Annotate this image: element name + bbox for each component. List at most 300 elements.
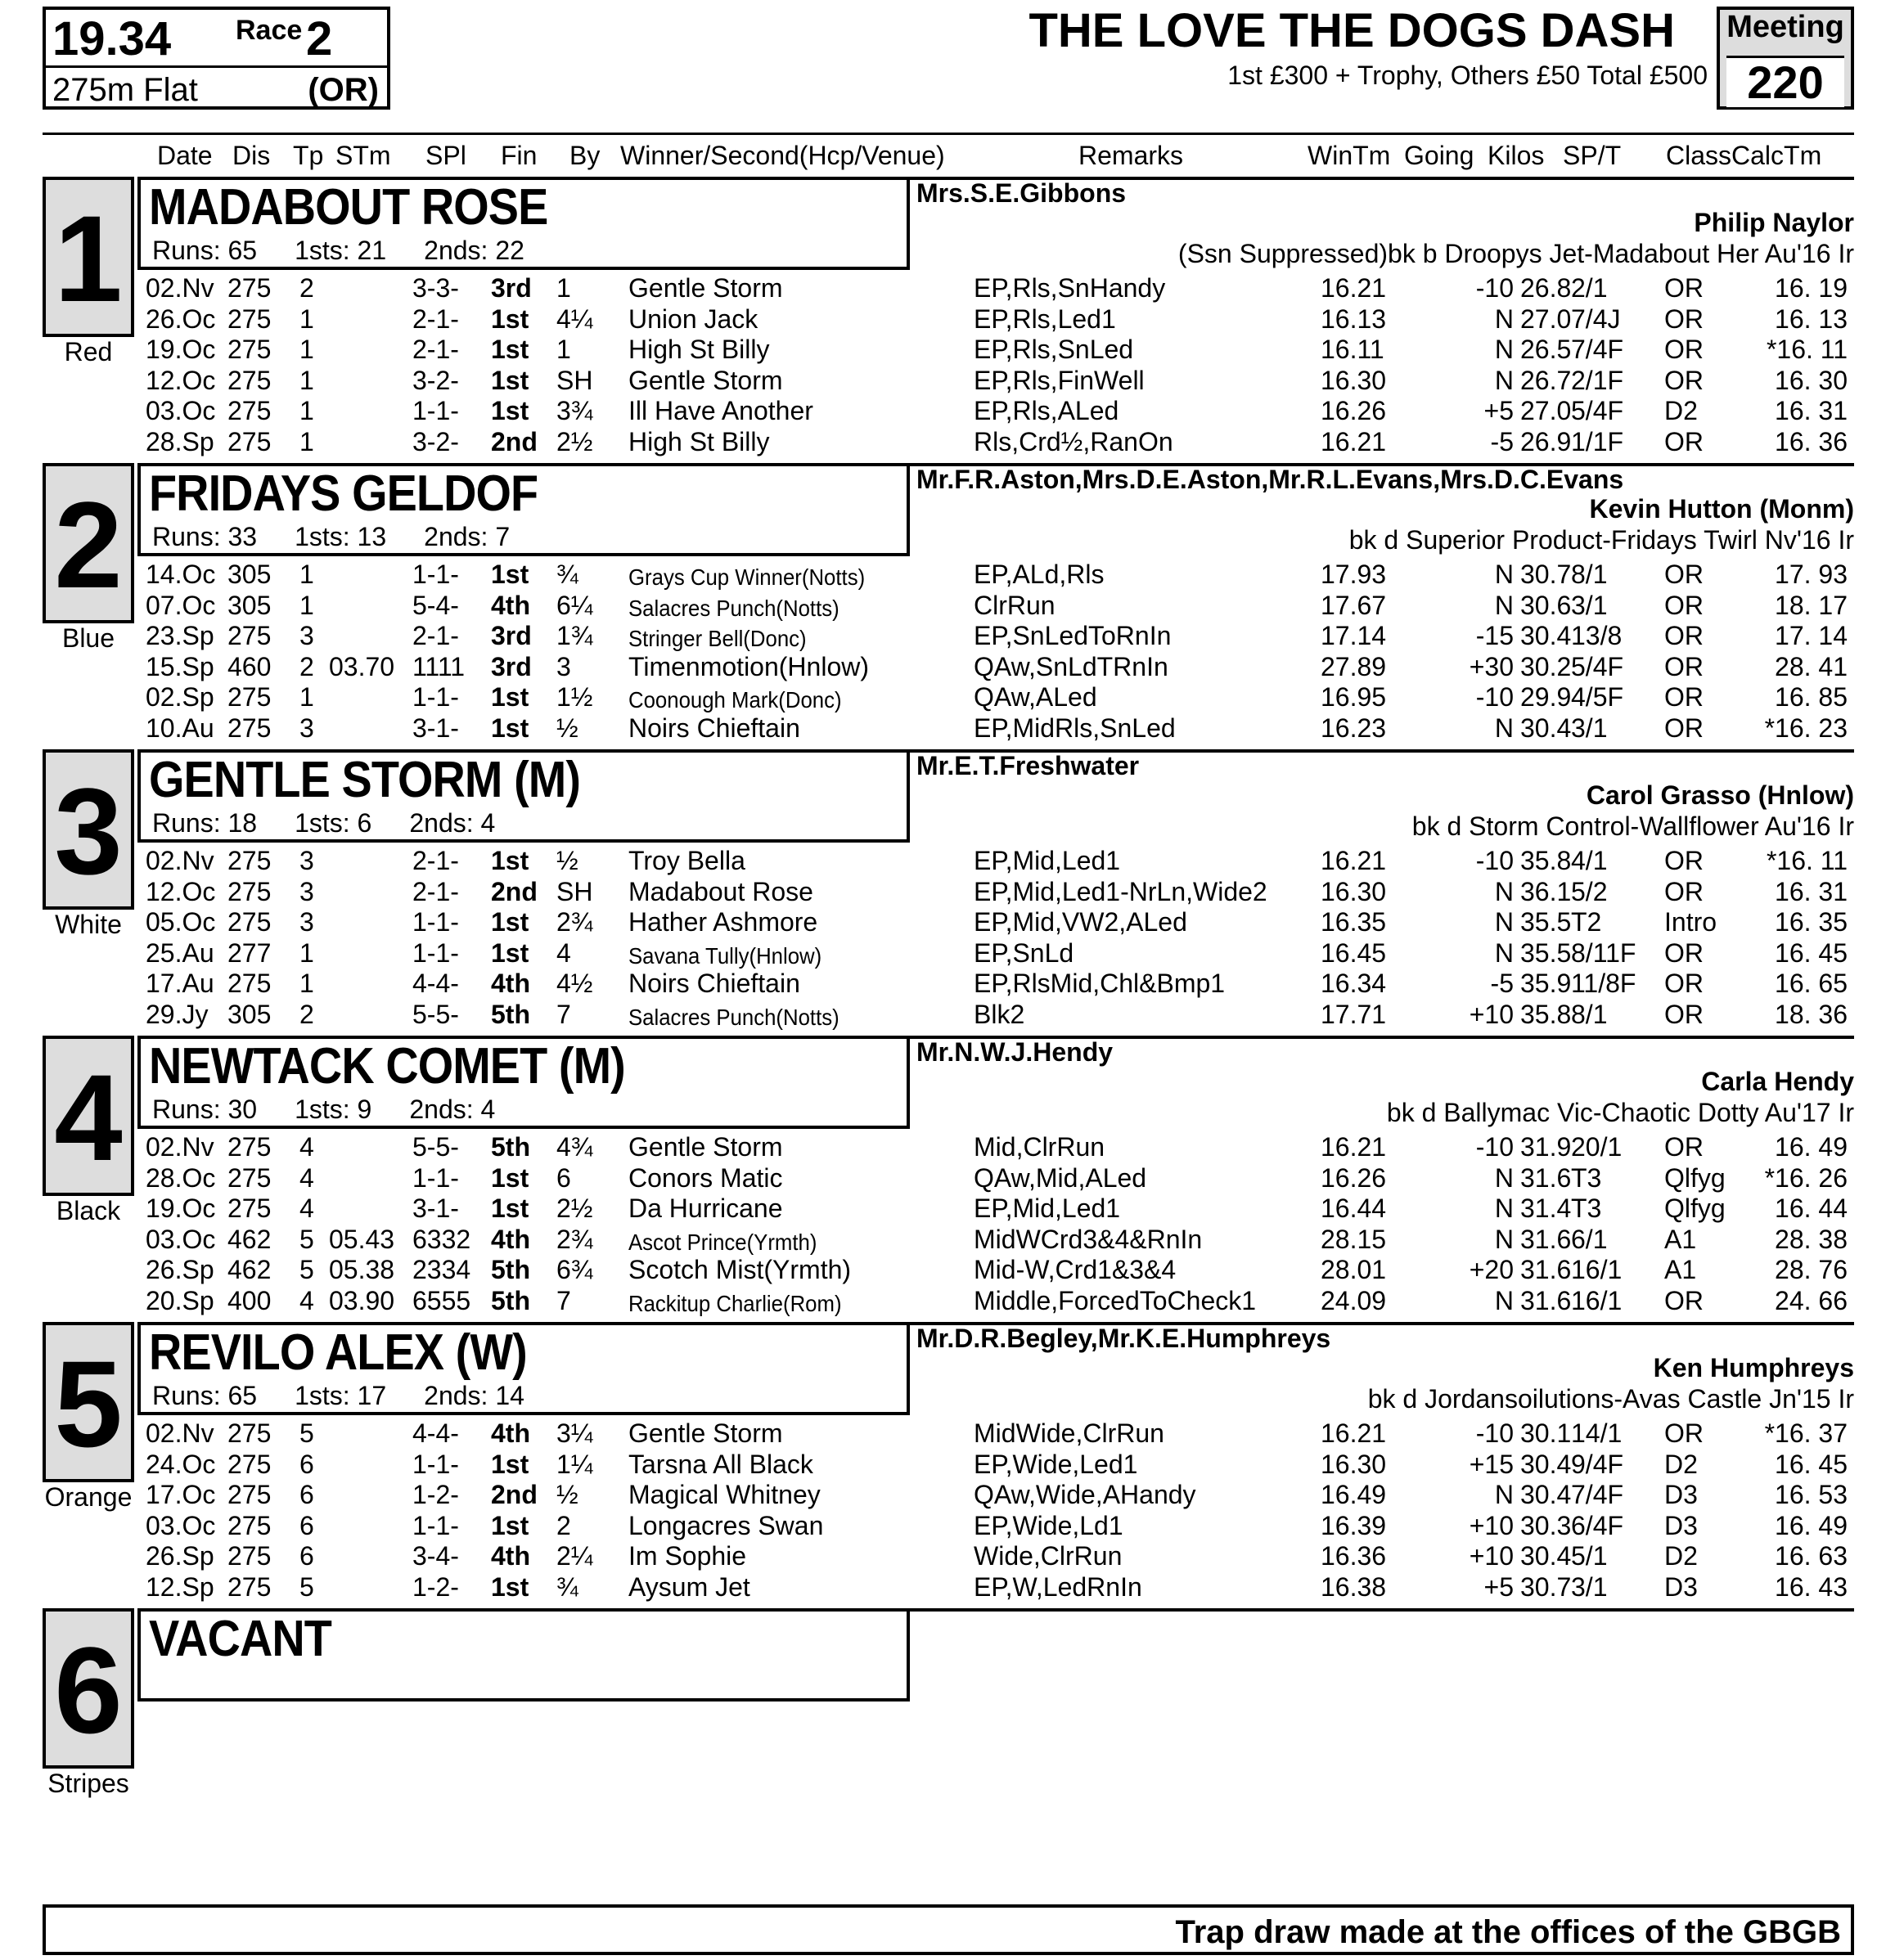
run-trap: 1: [299, 335, 314, 364]
owner-name: Mr.E.T.Freshwater: [916, 751, 1140, 780]
run-win-time: 16.34: [1321, 969, 1387, 998]
run-distance: 275: [227, 1541, 272, 1571]
meeting-number: 220: [1726, 56, 1844, 107]
run-class: OR: [1664, 365, 1704, 395]
run-going: N: [1494, 590, 1514, 620]
run-date: 17.Oc: [146, 1480, 216, 1509]
run-remarks: QAw,Mid,ALed: [974, 1162, 1147, 1193]
run-date: 26.Sp: [146, 1541, 214, 1571]
form-row: [0, 335, 1904, 365]
run-split: 3-1-: [412, 1194, 459, 1223]
run-calc-time: 16. 65: [1775, 969, 1848, 998]
run-margin: 1: [556, 273, 571, 303]
run-class: D2: [1664, 1541, 1698, 1571]
run-winner: Ascot Prince(Yrmth): [628, 1229, 817, 1255]
run-margin: 2¾: [556, 1224, 593, 1254]
run-weight: 30.6: [1520, 590, 1572, 620]
form-row: [0, 652, 1904, 682]
run-win-time: 16.35: [1321, 907, 1387, 937]
run-trap: 4: [299, 1132, 314, 1162]
run-remarks: QAw,ALed: [974, 682, 1097, 712]
breeding: bk d Superior Product-Fridays Twirl Nv'16 Ir: [1348, 525, 1854, 555]
run-class: Intro: [1664, 907, 1717, 937]
run-finish: 1st: [491, 1194, 529, 1223]
run-going: +20: [1469, 1255, 1514, 1284]
run-distance: 275: [227, 682, 272, 712]
run-remarks: EP,Mid,Led1: [974, 846, 1121, 875]
run-calc-time: 16. 19: [1775, 273, 1848, 303]
run-weight: 31.4: [1520, 1194, 1572, 1223]
form-row: [0, 1511, 1904, 1541]
run-date: 25.Au: [146, 937, 214, 968]
run-price: 6/1: [1571, 1224, 1608, 1254]
form-row: [0, 1225, 1904, 1255]
run-winner: Da Hurricane: [628, 1194, 783, 1223]
run-finish: 1st: [491, 1571, 529, 1602]
run-finish: 1st: [491, 365, 529, 395]
wins-count: 1sts: 6: [295, 808, 372, 838]
run-going: +10: [1469, 1541, 1514, 1571]
run-distance: 275: [227, 365, 272, 395]
run-winner: Troy Bella: [628, 846, 745, 875]
trap-number-box: 1: [43, 177, 134, 337]
column-header: CalcTm: [1731, 141, 1822, 170]
run-remarks: EP,Rls,SnHandy: [974, 273, 1166, 303]
run-weight: 30.7: [1520, 560, 1572, 589]
seconds-count: 2nds: 4: [409, 1095, 496, 1124]
run-finish: 1st: [491, 846, 529, 875]
run-weight: 26.5: [1520, 335, 1572, 364]
run-distance: 275: [227, 303, 272, 334]
dog-stats: [152, 1381, 562, 1411]
run-remarks: ClrRun: [974, 590, 1056, 620]
run-win-time: 16.21: [1321, 426, 1387, 456]
run-margin: 1: [556, 335, 571, 364]
run-win-time: 16.21: [1321, 273, 1387, 303]
run-date: 10.Au: [146, 713, 214, 743]
run-remarks: EP,MidRls,SnLed: [974, 713, 1176, 743]
run-weight: 27.0: [1520, 303, 1572, 334]
form-row: [0, 366, 1904, 396]
form-row: [0, 273, 1904, 303]
trap-colour: Red: [64, 337, 113, 366]
run-win-time: 16.11: [1321, 335, 1384, 364]
run-win-time: 16.23: [1321, 713, 1387, 743]
run-going: N: [1494, 335, 1514, 364]
run-distance: 462: [227, 1224, 272, 1254]
run-margin: 2½: [556, 1194, 593, 1223]
run-calc-time: 18. 17: [1775, 590, 1848, 620]
run-date: 12.Oc: [146, 876, 216, 906]
run-split: 3-1-: [412, 713, 459, 743]
run-going: -5: [1490, 426, 1514, 456]
run-distance: 400: [227, 1285, 272, 1315]
wins-count: 1sts: 13: [295, 522, 387, 551]
run-remarks: EP,Rls,Led1: [974, 303, 1116, 334]
run-margin: 4: [556, 937, 571, 968]
run-margin: 7: [556, 1285, 571, 1315]
run-finish: 1st: [491, 1162, 529, 1193]
run-class: OR: [1664, 560, 1704, 589]
runs-count: Runs: 33: [152, 522, 258, 551]
run-finish: 1st: [491, 560, 529, 589]
run-win-time: 16.21: [1321, 846, 1387, 875]
form-row: [0, 938, 1904, 969]
run-trap: 5: [299, 1418, 314, 1448]
dog-name: FRIDAYS GELDOF: [149, 465, 538, 522]
run-margin: 6¾: [556, 1255, 593, 1284]
run-trap: 2: [299, 999, 314, 1029]
owner-name: Mr.D.R.Begley,Mr.K.E.Humphreys: [916, 1324, 1331, 1353]
run-winner: Grays Cup Winner(Notts): [628, 564, 866, 590]
run-finish: 1st: [491, 713, 529, 743]
run-date: 23.Sp: [146, 621, 214, 650]
dog-name: REVILO ALEX (W): [149, 1324, 527, 1381]
run-distance: 275: [227, 1449, 272, 1479]
run-winner: Ill Have Another: [628, 396, 813, 425]
form-row: [0, 560, 1904, 590]
run-calc-time: 28. 41: [1775, 651, 1848, 681]
form-row: [0, 621, 1904, 651]
column-header: Kilos: [1488, 141, 1545, 170]
run-calc-time: 16. 49: [1775, 1510, 1848, 1540]
run-going: N: [1494, 937, 1514, 968]
run-class: OR: [1664, 273, 1704, 303]
run-price: 14/1: [1571, 1418, 1623, 1448]
run-distance: 275: [227, 335, 272, 364]
run-margin: 1½: [556, 682, 593, 712]
run-finish: 4th: [491, 1224, 530, 1254]
run-weight: 30.4: [1520, 1541, 1572, 1571]
run-margin: 4½: [556, 969, 593, 998]
breeding: bk d Storm Control-Wallflower Au'16 Ir: [1411, 811, 1854, 841]
run-remarks: QAw,Wide,AHandy: [974, 1480, 1196, 1509]
run-split: 2-1-: [412, 846, 459, 875]
run-date: 02.Nv: [146, 846, 214, 875]
run-finish: 5th: [491, 1255, 530, 1284]
form-row: [0, 907, 1904, 937]
run-sectional: 03.70: [329, 651, 395, 681]
run-trap: 1: [299, 365, 314, 395]
run-weight: 30.3: [1520, 1510, 1572, 1540]
trap-colour: Stripes: [47, 1769, 129, 1798]
dog-name: NEWTACK COMET (M): [149, 1038, 625, 1095]
run-calc-time: 24. 66: [1775, 1285, 1848, 1315]
column-header: Fin: [501, 141, 538, 170]
run-remarks: QAw,SnLdTRnIn: [974, 651, 1168, 681]
run-finish: 1st: [491, 937, 529, 968]
run-win-time: 17.67: [1321, 590, 1387, 620]
run-trap: 4: [299, 1194, 314, 1223]
seconds-count: 2nds: 14: [424, 1381, 524, 1410]
run-finish: 1st: [491, 907, 529, 937]
run-win-time: 16.21: [1321, 1132, 1387, 1162]
run-calc-time: 17. 14: [1775, 621, 1848, 650]
run-win-time: 16.30: [1321, 365, 1387, 395]
run-split: 1-2-: [412, 1571, 459, 1602]
run-going: +10: [1469, 999, 1514, 1029]
run-class: OR: [1664, 590, 1704, 620]
form-row: [0, 713, 1904, 744]
run-margin: ½: [556, 846, 578, 875]
trap-colour: White: [55, 910, 122, 939]
run-remarks: EP,Mid,Led1: [974, 1194, 1121, 1223]
owner-name: Mr.N.W.J.Hendy: [916, 1037, 1114, 1067]
run-price: 7/4J: [1571, 303, 1621, 334]
form-row: [0, 1000, 1904, 1030]
run-price: 4/5F: [1571, 682, 1624, 712]
run-trap: 1: [299, 590, 314, 620]
race-time: 19.34: [52, 12, 172, 65]
run-remarks: EP,ALd,Rls: [974, 560, 1105, 589]
dog-stats: [152, 808, 533, 838]
column-header: Tp: [293, 141, 324, 170]
run-winner: High St Billy: [628, 335, 770, 364]
run-price: 11/8F: [1571, 969, 1636, 998]
run-margin: 6: [556, 1162, 571, 1193]
run-trap: 2: [299, 651, 314, 681]
run-date: 07.Oc: [146, 590, 216, 620]
run-win-time: 17.71: [1321, 999, 1387, 1029]
run-class: A1: [1664, 1224, 1697, 1254]
run-calc-time: 18. 36: [1775, 999, 1848, 1029]
run-calc-time: *16. 11: [1766, 335, 1848, 364]
run-weight: 31.6: [1520, 1285, 1572, 1315]
run-remarks: Blk2: [974, 999, 1025, 1029]
run-class: OR: [1664, 713, 1704, 743]
trainer-name: Carla Hendy: [1701, 1067, 1854, 1096]
run-winner: Coonough Mark(Donc): [628, 687, 842, 713]
runs-count: Runs: 30: [152, 1095, 258, 1124]
run-remarks: Mid,ClrRun: [974, 1132, 1105, 1162]
run-trap: 5: [299, 1571, 314, 1602]
run-finish: 3rd: [491, 651, 532, 681]
run-price: T2: [1571, 907, 1602, 937]
run-distance: 275: [227, 426, 272, 456]
run-price: 8/11F: [1571, 937, 1636, 968]
run-going: N: [1494, 365, 1514, 395]
run-going: N: [1494, 713, 1514, 743]
run-winner: Savana Tully(Hnlow): [628, 942, 822, 969]
run-split: 1-2-: [412, 1480, 459, 1509]
run-winner: Timenmotion(Hnlow): [628, 651, 869, 681]
run-class: OR: [1664, 999, 1704, 1029]
run-calc-time: 16. 45: [1775, 937, 1848, 968]
run-going: N: [1494, 303, 1514, 334]
trap-number-box: 6: [43, 1608, 134, 1769]
run-going: N: [1494, 560, 1514, 589]
run-weight: 36.1: [1520, 876, 1572, 906]
run-date: 03.Oc: [146, 396, 216, 425]
run-price: 13/8: [1571, 621, 1623, 650]
run-finish: 1st: [491, 1510, 529, 1540]
run-winner: Union Jack: [628, 303, 758, 334]
form-row: [0, 877, 1904, 907]
run-finish: 2nd: [491, 426, 538, 456]
race-number: 2: [306, 12, 333, 65]
run-trap: 3: [299, 621, 314, 650]
run-date: 26.Oc: [146, 303, 216, 334]
run-winner: Gentle Storm: [628, 365, 783, 395]
run-distance: 275: [227, 1510, 272, 1540]
run-winner: Tarsna All Black: [628, 1449, 813, 1479]
run-calc-time: 16. 31: [1775, 876, 1848, 906]
run-split: 3-3-: [412, 273, 459, 303]
column-header: WinTm: [1308, 141, 1391, 170]
run-class: OR: [1664, 1285, 1704, 1315]
run-margin: SH: [556, 876, 593, 906]
run-remarks: EP,W,LedRnIn: [974, 1571, 1142, 1602]
run-win-time: 16.45: [1321, 937, 1387, 968]
form-row: [0, 1194, 1904, 1224]
run-remarks: EP,Mid,VW2,ALed: [974, 907, 1187, 937]
run-split: 1-1-: [412, 396, 459, 425]
run-trap: 6: [299, 1449, 314, 1479]
run-class: OR: [1664, 846, 1704, 875]
run-going: N: [1494, 1162, 1514, 1193]
run-split: 2-1-: [412, 876, 459, 906]
run-class: Qlfyg: [1664, 1194, 1726, 1223]
run-weight: 30.7: [1520, 1571, 1572, 1602]
run-calc-time: 16. 49: [1775, 1132, 1848, 1162]
run-distance: 275: [227, 621, 272, 650]
run-trap: 1: [299, 303, 314, 334]
run-price: 7/4F: [1571, 335, 1624, 364]
run-class: OR: [1664, 303, 1704, 334]
run-class: OR: [1664, 1418, 1704, 1448]
run-winner: Im Sophie: [628, 1541, 747, 1571]
form-row: [0, 396, 1904, 426]
run-margin: 2¼: [556, 1541, 593, 1571]
run-winner: Rackitup Charlie(Rom): [628, 1290, 842, 1316]
run-price: 16/1: [1571, 1255, 1623, 1284]
run-weight: 29.9: [1520, 682, 1572, 712]
meeting-box: [1717, 7, 1854, 110]
run-price: 3/1: [1571, 1571, 1608, 1602]
run-weight: 26.9: [1520, 426, 1572, 456]
dog-stats: [152, 522, 547, 552]
run-distance: 275: [227, 907, 272, 937]
wins-count: 1sts: 17: [295, 1381, 387, 1410]
run-distance: 275: [227, 876, 272, 906]
run-calc-time: 28. 76: [1775, 1255, 1848, 1284]
run-calc-time: 16. 63: [1775, 1541, 1848, 1571]
run-split: 2334: [412, 1255, 471, 1284]
run-price: 3/1: [1571, 713, 1608, 743]
run-distance: 275: [227, 1418, 272, 1448]
run-split: 3-2-: [412, 365, 459, 395]
run-remarks: EP,RlsMid,Chl&Bmp1: [974, 969, 1226, 998]
run-margin: ½: [556, 1480, 578, 1509]
run-class: OR: [1664, 682, 1704, 712]
run-class: D3: [1664, 1571, 1698, 1602]
run-price: 8/1: [1571, 560, 1608, 589]
form-row: [0, 1132, 1904, 1162]
run-split: 5-5-: [412, 999, 459, 1029]
wins-count: 1sts: 21: [295, 236, 387, 265]
dog-name-box: [137, 1322, 910, 1415]
run-finish: 1st: [491, 303, 529, 334]
footer-note: Trap draw made at the offices of the GBGB: [1175, 1914, 1841, 1950]
run-split: 6555: [412, 1285, 471, 1315]
run-split: 2-1-: [412, 335, 459, 364]
run-date: 24.Oc: [146, 1449, 216, 1479]
run-margin: 2½: [556, 426, 593, 456]
form-row: [0, 1572, 1904, 1603]
owner-name: Mrs.S.E.Gibbons: [916, 178, 1127, 208]
run-weight: 31.6: [1520, 1224, 1572, 1254]
footer-box: [43, 1904, 1854, 1955]
run-split: 5-4-: [412, 590, 459, 620]
run-win-time: 27.89: [1321, 651, 1387, 681]
runs-count: Runs: 65: [152, 1381, 258, 1410]
run-finish: 3rd: [491, 273, 532, 303]
run-class: OR: [1664, 1132, 1704, 1162]
run-margin: ¾: [556, 1571, 578, 1602]
run-remarks: EP,SnLd: [974, 937, 1074, 968]
run-winner: Scotch Mist(Yrmth): [628, 1255, 852, 1284]
run-going: -10: [1475, 1418, 1514, 1448]
run-split: 1-1-: [412, 907, 459, 937]
race-info-box: [43, 7, 390, 110]
dog-name: GENTLE STORM (M): [149, 752, 581, 808]
column-header: By: [569, 141, 601, 170]
run-price: 9/4F: [1571, 1449, 1624, 1479]
run-winner: Gentle Storm: [628, 273, 783, 303]
run-margin: 7: [556, 999, 571, 1029]
run-distance: 277: [227, 937, 272, 968]
run-price: 5/2: [1571, 876, 1608, 906]
run-weight: 26.8: [1520, 273, 1572, 303]
breeding: bk d Jordansoilutions-Avas Castle Jn'15 Ir: [1367, 1384, 1854, 1414]
run-date: 17.Au: [146, 969, 214, 998]
run-calc-time: 16. 53: [1775, 1480, 1848, 1509]
race-label: Race: [236, 15, 303, 46]
form-row: [0, 1286, 1904, 1316]
run-margin: 6¼: [556, 590, 593, 620]
run-date: 03.Oc: [146, 1224, 216, 1254]
run-split: 3-4-: [412, 1541, 459, 1571]
run-split: 6332: [412, 1224, 471, 1254]
run-trap: 6: [299, 1510, 314, 1540]
run-going: N: [1494, 1224, 1514, 1254]
run-margin: SH: [556, 365, 593, 395]
run-win-time: 16.26: [1321, 396, 1387, 425]
run-finish: 1st: [491, 682, 529, 712]
runs-count: Runs: 65: [152, 236, 258, 265]
run-trap: 1: [299, 969, 314, 998]
run-margin: 1¼: [556, 1449, 593, 1479]
run-date: 28.Sp: [146, 426, 214, 456]
run-weight: 26.7: [1520, 365, 1572, 395]
run-date: 02.Nv: [146, 273, 214, 303]
run-price: 5/1: [1571, 1541, 1608, 1571]
dog-name-box: [137, 177, 910, 270]
run-going: +5: [1483, 396, 1514, 425]
run-calc-time: 16. 36: [1775, 426, 1848, 456]
run-calc-time: 16. 31: [1775, 396, 1848, 425]
run-win-time: 16.30: [1321, 1449, 1387, 1479]
run-distance: 305: [227, 999, 272, 1029]
run-remarks: MidWCrd3&4&RnIn: [974, 1224, 1203, 1254]
run-split: 1-1-: [412, 1510, 459, 1540]
run-class: D2: [1664, 396, 1698, 425]
run-distance: 275: [227, 846, 272, 875]
run-weight: 31.6: [1520, 1162, 1572, 1193]
meeting-label: Meeting: [1726, 10, 1844, 44]
run-sectional: 03.90: [329, 1285, 395, 1315]
run-split: 3-2-: [412, 426, 459, 456]
